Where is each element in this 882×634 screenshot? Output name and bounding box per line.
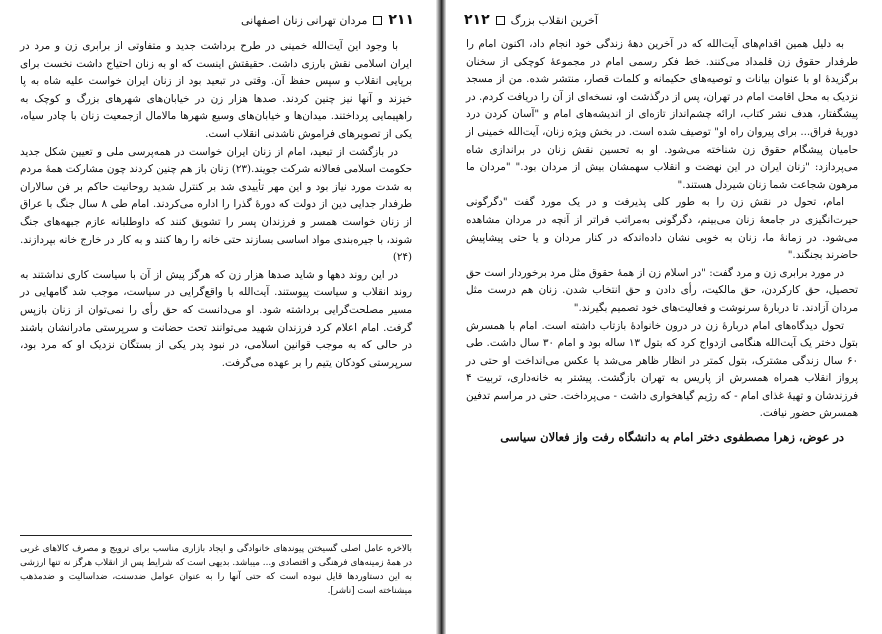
right-body-text — [466, 36, 858, 447]
right-running-title: آخرین انقلاب بزرگ — [510, 13, 598, 27]
paragraph: به دلیل همین اقدام‌های آیت‌الله که در آخرین دههٔ زندگی خود انجام داد، اکنون امام را طرفدار حقوق زن قلمداد می‌کنند. خط فکر رسمی امام در مجموعهٔ کوچکی از سخنان برگزیدهٔ او با عنوان بیانات و توصیه‌های حکیمانه و کلمات قصار، منتشر شده. من از مسجد نزدیک به محل اقامت امام در تهران، پس از درگذشت او، نسخه‌ای از آن را دریافت کردم. در پیشگفتار، هدف نشر کتاب، ارائه چشم‌انداز تازه‌ای از اندیشه‌های امام و "آسان کردن درد دوریهٔ فراق... برای پیروان راه او" توصیف شده است. در بخش ویژه زنان، آیت‌الله خمینی از حامیان پیشگام حقوق زن شناخته می‌شود. او به تحسین نقش زنان در براندازی شاه می‌پردازد: "زنان ایران در این نهضت و انقلاب سهمشان بیش از مردان بود." "مردان ما مرهون شجاعت شما زنان شیردل هستند." — [466, 38, 858, 191]
left-running-title: مردان تهرانی زنان اصفهانی — [240, 13, 368, 27]
paragraph: با وجود این آیت‌الله خمینی در طرح برداشت جدید و متفاوتی از برابری زن و مرد در ایران اسلامی نقش بارزی داشت. حقیقتش اینست که او به زنان احتیاج داشت نخست برای برپایی انقلاب و سپس حفظ آن. وقتی در تبعید بود از زنان ایران خواست علیه شاه به پا خیزند و آنها نیز چنین کردند. صدها هزار زن در خیابان‌های شهرهای بزرگ و کوچک به راهپیمایی پرداختند. میدان‌ها و خیابان‌های وسیع شهرها مالامال ازجمعیت زنان با چادر سیاه، یکی از تصویرهای فراموش ناشدنی انقلاب است. — [20, 40, 412, 140]
paragraph: تحول دیدگاه‌های امام دربارهٔ زن در درون خانوادهٔ بازتاب داشته است. امام با همسرش بتول دختر یک آیت‌الله هنگامی ازدواج کرد که بتول ۱۳ ساله بود و امام ۳۰ سال داشت. طی ۶۰ سال زندگی مشترک، بتول کمتر در انظار ظاهر می‌شد یا عکس می‌انداخت او حتی در پرواز انقلاب همراه همسرش از پاریس به تهران بازگشت. پیشتر به خانه‌داری، تربیت ۴ فرزندشان و تهیهٔ غذای امام - که رژیم گیاهخواری داشت - می‌پرداخت. حتی در مراسم تدفین همسرش حضور نیافت. — [466, 319, 858, 420]
left-page — [0, 0, 436, 634]
footnote — [20, 542, 412, 598]
paragraph: در عوض، زهرا مصطفوی دختر امام به دانشگاه رفت واز فعالان سیاسی — [500, 430, 844, 445]
paragraph: در بازگشت از تبعید، امام از زنان ایران خواست در همه‌پرسی ملی و تعیین شکل جدید حکومت اسلامی فعالانه شرکت جویند.(۲۳) زنان باز هم چنین کردند چون مشارکت همهٔ مردم به شدت مورد نیاز بود و این مهر تأییدی شد بر کنترل شدید روحانیت حاکم بر فن سالاران طرفدار جدایی دین از دولت که دورهٔ گذرا را اداره می‌کردند. امام طی ۸ سال جنگ با عراق از زنان خواست همسر و فرزندان پسر را تشویق کنند که داوطلبانه عازم جبهه‌های جنگ شوند، با جیره‌بندی مواد اساسی بسازند حتی خانه را رها کنند و به کار در خارج خانه بپردازند.(۲۴) — [20, 145, 413, 264]
book-spine-gutter — [436, 0, 446, 634]
square-ornament-icon — [496, 16, 505, 25]
square-ornament-icon — [373, 16, 382, 25]
right-page — [446, 0, 882, 634]
paragraph: امام، تحول در نقش زن را به طور کلی پذیرفت و در یک مورد گفت "دگرگونی حیرت‌انگیزی در جامعهٔ زنان می‌بینم، دگرگونی به‌مراتب فراتر از آنچه در مردان مشاهده می‌شود. در زمانهٔ ما، زنان به خوبی نشان داده‌اندکه در کنار مردان و یا حتی پیشاپیش حاضرند بجنگند." — [466, 196, 858, 262]
paragraph: در این روند دهها و شاید صدها هزار زن که هرگز پیش از آن با سیاست کاری نداشتند به روند انقلاب و سیاست پیوستند. آیت‌الله با واقع‌گرایی در سیاست، موجب شد گامهایی در مسیر مصلحت‌گرایی برداشته شود. او می‌دانست که حق رأی را نمی‌توان از زنان بازپس گرفت. امام اعلام کرد فرزندان شهید می‌توانند تحت حضانت و سرپرستی مادرانشان باشند در حالی که به موجب قوانین اسلامی، در نبود پدر یکی از بستگان نزدیک او که مرد بود، سرپرستی کودکان یتیم را بر عهده می‌گرفت. — [20, 268, 412, 369]
left-page-header — [20, 10, 414, 30]
right-page-number: ۲۱۲ — [464, 12, 490, 28]
footnote-divider — [20, 535, 412, 536]
left-page-number: ۲۱۱ — [388, 12, 414, 28]
left-body-text — [20, 38, 412, 372]
footnote-text: بالاخره عامل اصلی گسیختن پیوندهای خانوادگی و ایجاد بازاری مناسب برای ترویج و مصرف کالاهای غربی در همهٔ زمینه‌های فرهنگی و اقتصادی و... میباشد. بدیهی است که شرایط پس از انقلاب هرگز نه تنها ارزشی به این دستاوردها قایل نبوده است که حتی آنها را به عنوان عوامل ضدسنت، ضداسالیت و ضدمذهب میشناخته است [ناشر]. — [20, 544, 412, 596]
paragraph: در مورد برابری زن و مرد گفت: "در اسلام زن از همهٔ حقوق مثل مرد برخوردار است حق تحصیل، حق کارکردن، حق مالکیت، رأی دادن و حق انتخاب شدن. زنان هم درست مثل مردان آزادند. تا دربارهٔ سرنوشت و فعالیت‌های خود تصمیم بگیرند." — [466, 266, 858, 314]
right-page-header — [464, 10, 858, 30]
